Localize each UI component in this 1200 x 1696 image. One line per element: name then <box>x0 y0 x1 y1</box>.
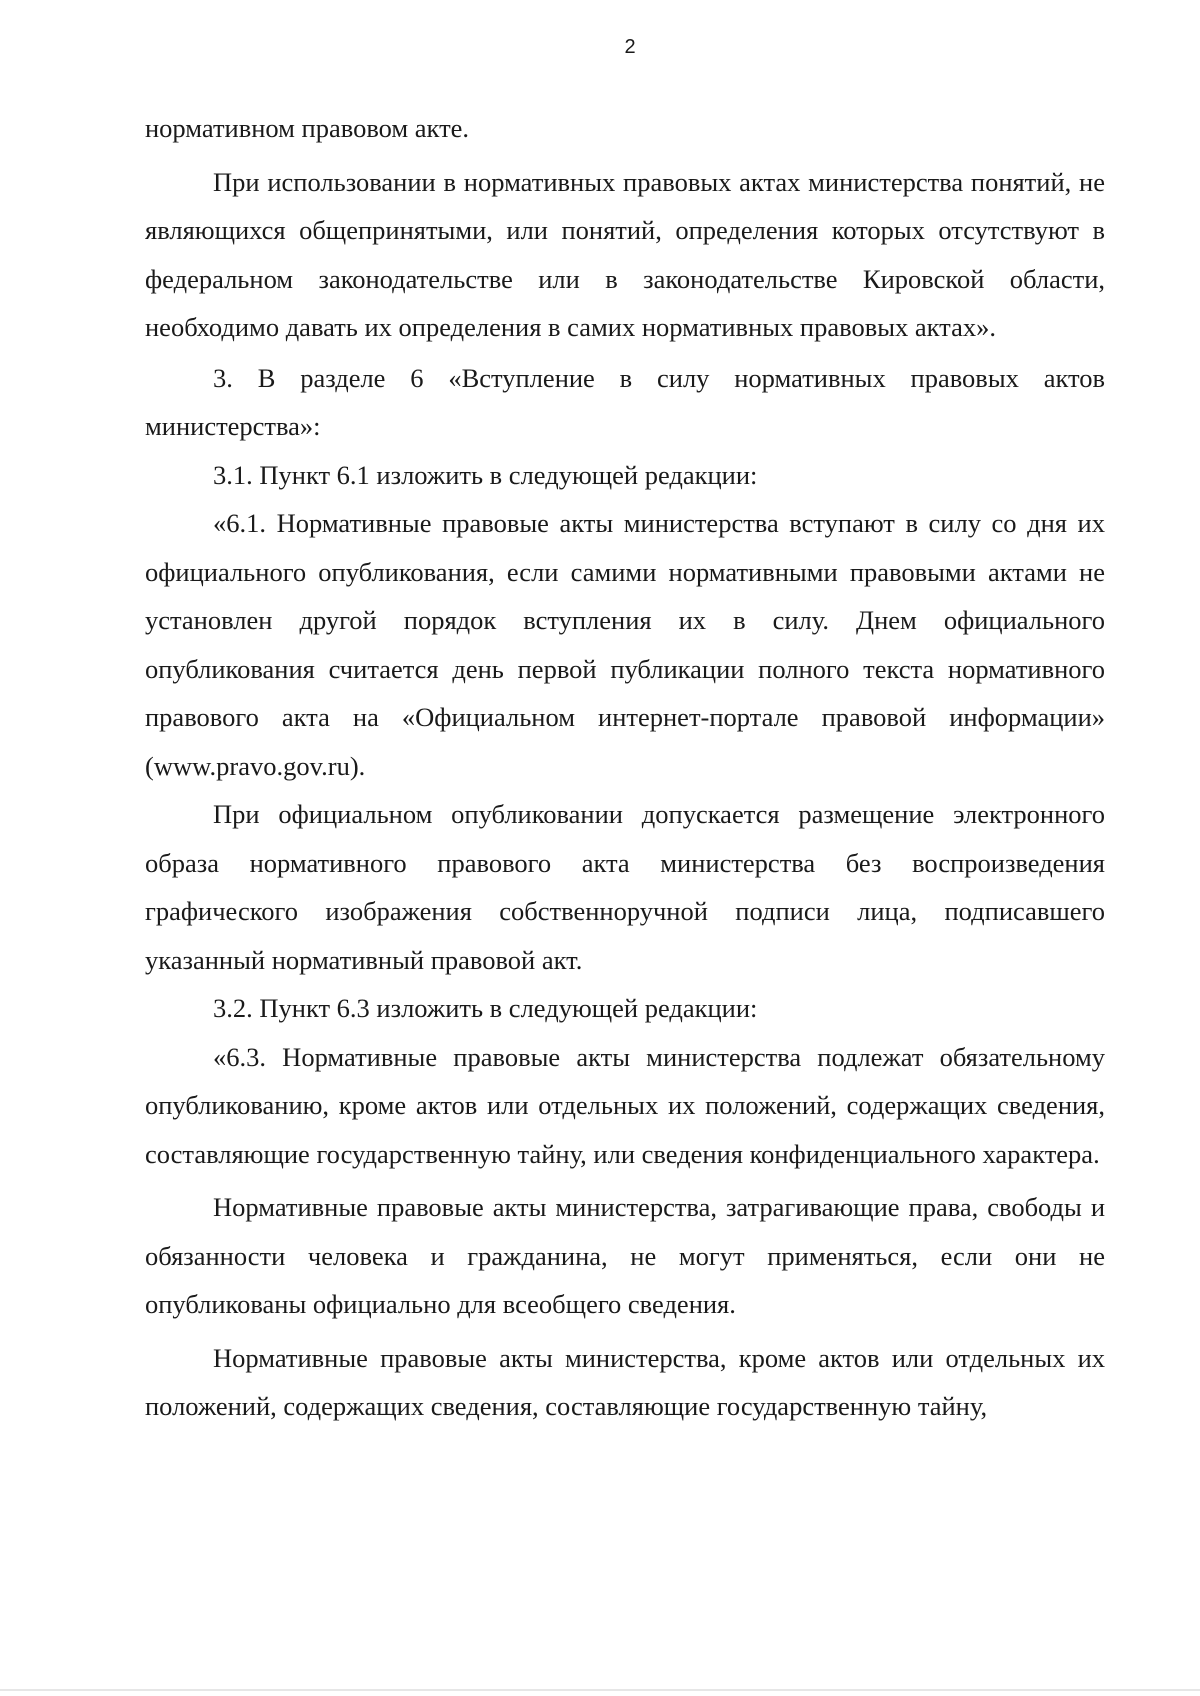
paragraph-definitions: При использовании в нормативных правовых актах министерства понятий, не являющихся общепринятыми, или понятий, определения которых отсутствуют в федеральном законодательстве или в законодательстве Кировской области, необходимо давать их определения в самих нормативных правовых актах». <box>145 166 1105 342</box>
document-body <box>145 104 1105 1431</box>
paragraph-section-6: 3. В разделе 6 «Вступление в силу нормативных правовых актов министерства»: <box>145 362 1105 441</box>
paragraph-clause-6-3: «6.3. Нормативные правовые акты министерства подлежат обязательному опубликованию, кроме актов или отдельных их положений, содержащих сведения, составляющие государственную тайну, или сведения конфиденциального характера. <box>145 1041 1105 1169</box>
paragraph-item-3-2: 3.2. Пункт 6.3 изложить в следующей редакции: <box>213 993 758 1023</box>
scan-edge-divider <box>0 1689 1200 1691</box>
paragraph-electronic-image: При официальном опубликовании допускается размещение электронного образа нормативного правового акта министерства без воспроизведения графического изображения собственноручной подписи лица, подписавшего указанный нормативный правовой акт. <box>145 799 1105 975</box>
paragraph-state-secret: Нормативные правовые акты министерства, кроме актов или отдельных их положений, содержащих сведения, составляющие государственную тайну, <box>145 1342 1105 1421</box>
paragraph-item-3-1: 3.1. Пункт 6.1 изложить в следующей редакции: <box>213 459 758 490</box>
page-number: 2 <box>624 36 636 58</box>
paragraph-rights-freedoms: Нормативные правовые акты министерства, затрагивающие права, свободы и обязанности человека и гражданина, не могут применяться, если они не опубликованы официально для всеобщего сведения. <box>145 1192 1105 1319</box>
paragraph-clause-6-1: «6.1. Нормативные правовые акты министерства вступают в силу со дня их официального опубликования, если самими нормативными правовыми актами не установлен другой порядок вступления их в силу. Днем официального опубликования считается день первой публикации полного текста нормативного правового акта на «Официальном интернет-портале правовой информации» (www.pravo.gov.ru). <box>145 508 1105 781</box>
paragraph-continuation: нормативном правовом акте. <box>145 113 470 143</box>
